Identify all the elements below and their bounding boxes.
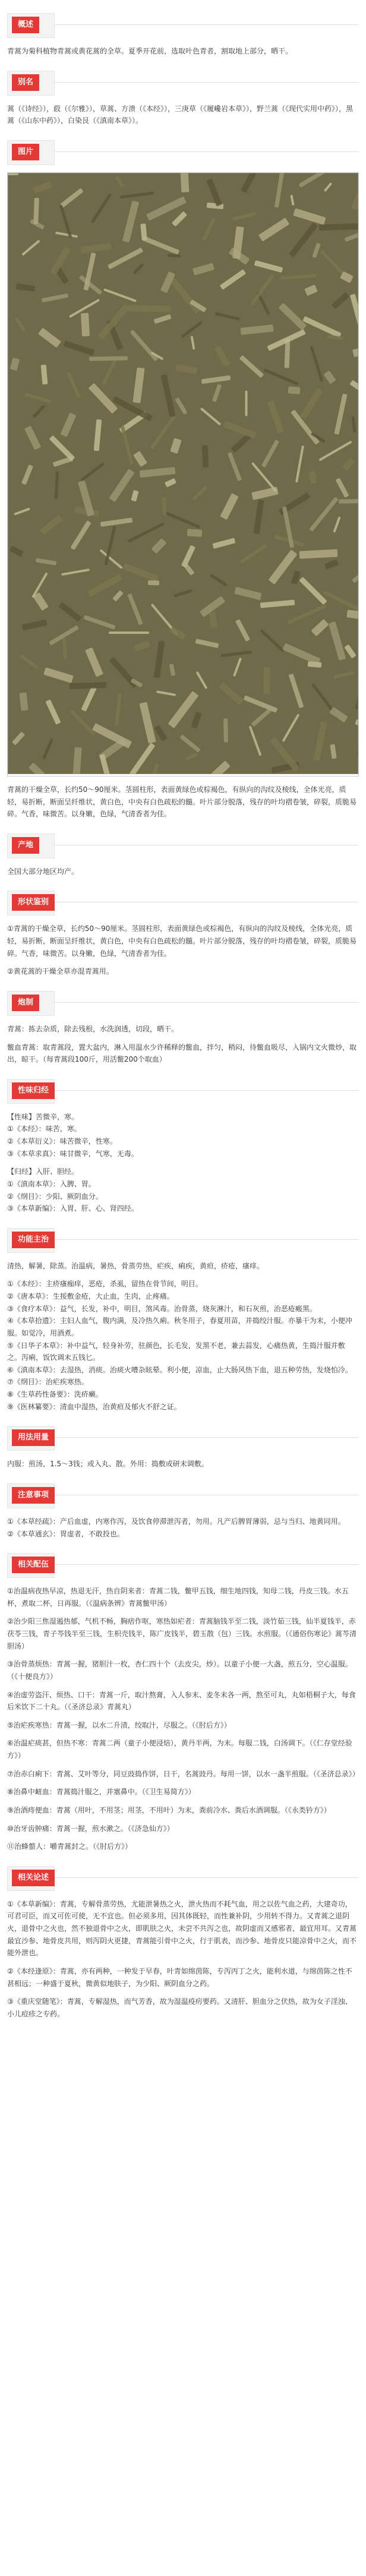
paragraph: 青蒿的干燥全草，长约50～90厘米。茎圆柱形，表面黄绿色或棕褐色，有纵向的沟纹及棱线，全体光亮，质轻，易折断，断面呈纤维状，黄白色，中央有白色疏松的髓。叶片部分脱落，残存的叶均褶卷皱，碎裂，质脆易碎。气香，味微苦。以身嫩，色绿，气清香者为佳。	[7, 785, 357, 819]
section-title: 别名	[12, 74, 39, 91]
section-header	[7, 140, 359, 164]
section-header	[7, 1866, 359, 1890]
section-header	[7, 1553, 359, 1577]
article	[0, 13, 366, 2020]
paragraph: 清热，解暑，除蒸。治温病，暑热，骨蒸劳热，疟疾，痢疾，黄疸，疥疮，瘙痒。	[7, 1261, 264, 1270]
section-title: 形状鉴别	[12, 894, 55, 911]
section-title: 炮制	[12, 995, 39, 1011]
section-header	[7, 891, 359, 914]
section-header	[7, 13, 359, 37]
paragraph: ②治少阳三焦湿遏热郁，气机不畅，胸痞作呕，寒热如疟者：青蒿脑钱半至二钱，淡竹茹三钱，仙半夏钱半，赤茯苓三钱，青子芩钱半至三钱，生枳壳钱半，陈广皮钱半，碧玉散（包）三钱。水煎服。（《通俗伤寒论》蒿芩清胆汤）	[7, 1617, 357, 1650]
section-title: 注意事项	[12, 1487, 55, 1504]
paragraph: ⑧治鼻中衄血：青蒿捣汁服之，并塞鼻中。（《卫生易简方》）	[7, 1788, 195, 1797]
paragraph: ⑥治温疟痰甚，但热不寒：青蒿二两（童子小便浸焙），黄丹半两，为末。每服二钱，白汤调下。（《仁存堂经验方》）	[7, 1739, 352, 1760]
paragraph: 【归经】入肝、胆经。 ①《滇南本草》：入脾、胃。 ②《纲目》：少阳、厥阴血分。 ③《本草新编》：入胃、肝、心、肾四经。	[7, 1167, 138, 1213]
paragraph: ⑦治赤白痢下：青蒿、艾叶等分，同豆豉捣作饼，日干，名蒿豉丹。每用一饼，以水一盏半煎服。（《圣济总录》）	[7, 1769, 359, 1778]
section-9	[0, 1483, 366, 1540]
paragraph: 鳖血青蒿：取青蒿段，置大盆内，淋入用温水少许稀释的鳖血，拌匀，稍闷，待鳖血吸尽，入锅内文火微炒，取出，晾干。（每青蒿段100斤，用活鳖200个取血）	[7, 1043, 357, 1064]
paragraph: ④治虚劳盗汗、烦热、口干：青蒿一斤，取汁熬膏，入人参末、麦冬末各一两，熬至可丸，丸如梧桐子大，每食后米饮下二十丸。（《圣济总录》青蒿丸）	[7, 1690, 356, 1712]
section-header	[7, 1228, 359, 1252]
section-title: 相关配伍	[12, 1557, 55, 1573]
section-1	[0, 71, 366, 127]
paragraph: 蒿（《诗经》），菣（《尔雅》），草蒿、方溃（《本经》），三庚草（《履巉岩本草》），野兰蒿（《现代实用中药》），黑蒿（《山东中药》），白染艮（《滇南本草》）。	[7, 104, 354, 125]
header-rule	[7, 24, 359, 25]
section-title: 用法用量	[12, 1429, 55, 1446]
paragraph: ①《本草新编》：青蒿，专解骨蒸劳热，尤能泄暑热之火，泄火热而不耗气血，用之以佐气血之药，大建奇功，可君可臣，而又可佐可使，无不宜也。但必须多用，因其体既轻，而性兼补阴，少用转不得力。又青蒿之退阴火，退骨中之火也，然不独退骨中之火，即肌肤之火，未尝不共泻之也，故阴虚而又感邪者，最宜用耳。又青蒿最宜沙参、地骨皮共用，则泻阴火更捷，青蒿能引骨中之火，行于肌表，而沙参、地骨皮只能凉骨中之火，而不能外泄也。	[7, 1899, 357, 1958]
section-10	[0, 1553, 366, 1853]
paragraph: ①《本经》：主疥瘙痂痒，恶疮，杀虱，留热在骨节间，明目。 ②《唐本草》：生挼敷金疮，大止血，生肉，止疼痛。 ③《食疗本草》：益气，长发，补中，明目，煞风毒。治骨蒸，烧灰淋汁，和石灰煎，治恶疮瘢黑。 ④《本草拾遗》：主妇人血气，腹内满，及冷热久痢。秋冬用子，春夏用苗，并捣绞汁服。亦暴干为末，小便冲服。如觉冷，用酒煮。 ⑤《日华子本草》：补中益气，轻身补劳，驻颜色，长毛发，发黑不老，兼去蒜发，心痛热黄，生捣汁服并敷之。泻痢，饭饮调末五钱匕。 ⑥《滇南本草》：去湿热，消痰。治痰火嘈杂眩晕。利小便，凉血，止大肠风热下血，退五种劳热，发烧怕冷。 ⑦《纲目》：治疟疾寒热。 ⑧《生草药性备要》：洗疥癞。 ⑨《医林纂要》：清血中湿热，治黄疸及郁火不舒之证。	[7, 1280, 352, 1411]
section-title: 功能主治	[12, 1232, 55, 1248]
section-title: 相关论述	[12, 1870, 55, 1886]
paragraph: 【性味】苦微辛，寒。 ①《本经》：味苦，寒。 ②《本草衍义》：味苦微辛，性寒。 ③《本草求真》：味甘微辛，气寒，无毒。	[7, 1112, 138, 1158]
header-rule	[7, 1564, 359, 1565]
header-rule	[7, 1090, 359, 1091]
paragraph: ⑨治酒痔便血：青蒿（用叶，不用茎；用茎，不用叶）为末，粪前冷水、粪后水酒调服。（《永类钤方》）	[7, 1805, 331, 1814]
paragraph: ①《本草经疏》：产后血虚，内寒作泻，及饮食停滞泄泻者，勿用。凡产后脾胃薄弱，忌与当归、地黄同用。 ②《本草通玄》：胃虚者，不敢投也。	[7, 1517, 345, 1538]
section-6	[0, 1079, 366, 1215]
paragraph: 内服：煎汤，1.5～3钱；或入丸、散。外用：捣敷或研末调敷。	[7, 1460, 209, 1469]
section-11	[0, 1866, 366, 2021]
paragraph: ①青蒿的干燥全草，长约50～90厘米。茎圆柱形，表面黄绿色或棕褐色，有纵向的沟纹及棱线，全体光亮，质轻，易折断，断面呈纤维状，黄白色，中央有白色疏松的髓。叶片部分脱落，残存的叶均褶卷皱，碎裂，质脆易碎。气香，味微苦。以身嫩，色绿，气清香者为佳。	[7, 924, 357, 958]
paragraph: ③《重庆堂随笔》：青蒿，专解湿热，而气芳香，故为湿温疫疠要药。又清肝、胆血分之伏热，故为女子淫浊、小儿痘疹之专药。	[7, 1997, 352, 2018]
header-rule	[7, 151, 359, 152]
section-3	[0, 834, 366, 878]
paragraph: ①治温病夜热早凉，热退无汗，热自阴来者：青蒿二钱，鳖甲五钱，细生地四钱，知母二钱，丹皮三钱。水五杯，煮取二杯，日再服。（《温病条辨》青蒿鳖甲汤）	[7, 1587, 349, 1608]
header-rule	[7, 1002, 359, 1003]
section-title: 图片	[12, 144, 39, 160]
paragraph: ⑪治蜂螫人：嚼青蒿封之。（《肘后方》）	[7, 1842, 132, 1851]
section-title: 产地	[12, 837, 39, 854]
header-rule	[7, 1239, 359, 1240]
paragraph: 青蒿为菊科植物青蒿或黄花蒿的全草。夏季开花前，选取叶色青者，割取地上部分，晒干。	[7, 47, 293, 55]
paragraph: ②黄花蒿的干燥全草亦混青蒿用。	[7, 967, 113, 976]
paragraph: ⑤治疟疾寒热：青蒿一握，以水二升渍，绞取汁，尽服之。（《肘后方》）	[7, 1721, 231, 1729]
section-0	[0, 13, 366, 58]
section-8	[0, 1426, 366, 1470]
paragraph: 青蒿：拣去杂质，除去残根，水洗润透，切段，晒干。	[7, 1024, 179, 1033]
section-header	[7, 71, 359, 94]
header-rule	[7, 1437, 359, 1438]
section-title: 概述	[12, 17, 39, 33]
paragraph: ③治骨蒸烦热：青蒿一握，猪胆汁一枚，杏仁四十个（去皮尖，炒）。以童子小便一大盏，煎五分，空心温服。（《十便良方》）	[7, 1660, 352, 1681]
section-5	[0, 991, 366, 1066]
section-7	[0, 1228, 366, 1413]
section-header	[7, 1483, 359, 1507]
section-header	[7, 991, 359, 1015]
section-title: 性味归经	[12, 1082, 55, 1099]
header-rule	[7, 1877, 359, 1878]
paragraph: ⑩治牙齿肿痛：青蒿一握，煎水漱之。（《济急仙方》）	[7, 1824, 174, 1833]
section-header	[7, 1426, 359, 1450]
paragraph: ②《本经逢原》：青蒿，亦有两种，一种发于早春，叶青如绵茵陈，专泻丙丁之火，能利水道，与绵茵陈之性不甚相远；一种盛于夏秋，微黄似地肤子，为少阳、厥阴血分之药。	[7, 1966, 352, 1988]
section-header	[7, 1079, 359, 1103]
herb-photo	[7, 172, 359, 776]
section-header	[7, 834, 359, 857]
sections-container	[0, 13, 366, 2020]
section-2	[0, 140, 366, 820]
header-rule	[7, 82, 359, 83]
section-4	[0, 891, 366, 978]
paragraph: 全国大部分地区均产。	[7, 867, 79, 876]
